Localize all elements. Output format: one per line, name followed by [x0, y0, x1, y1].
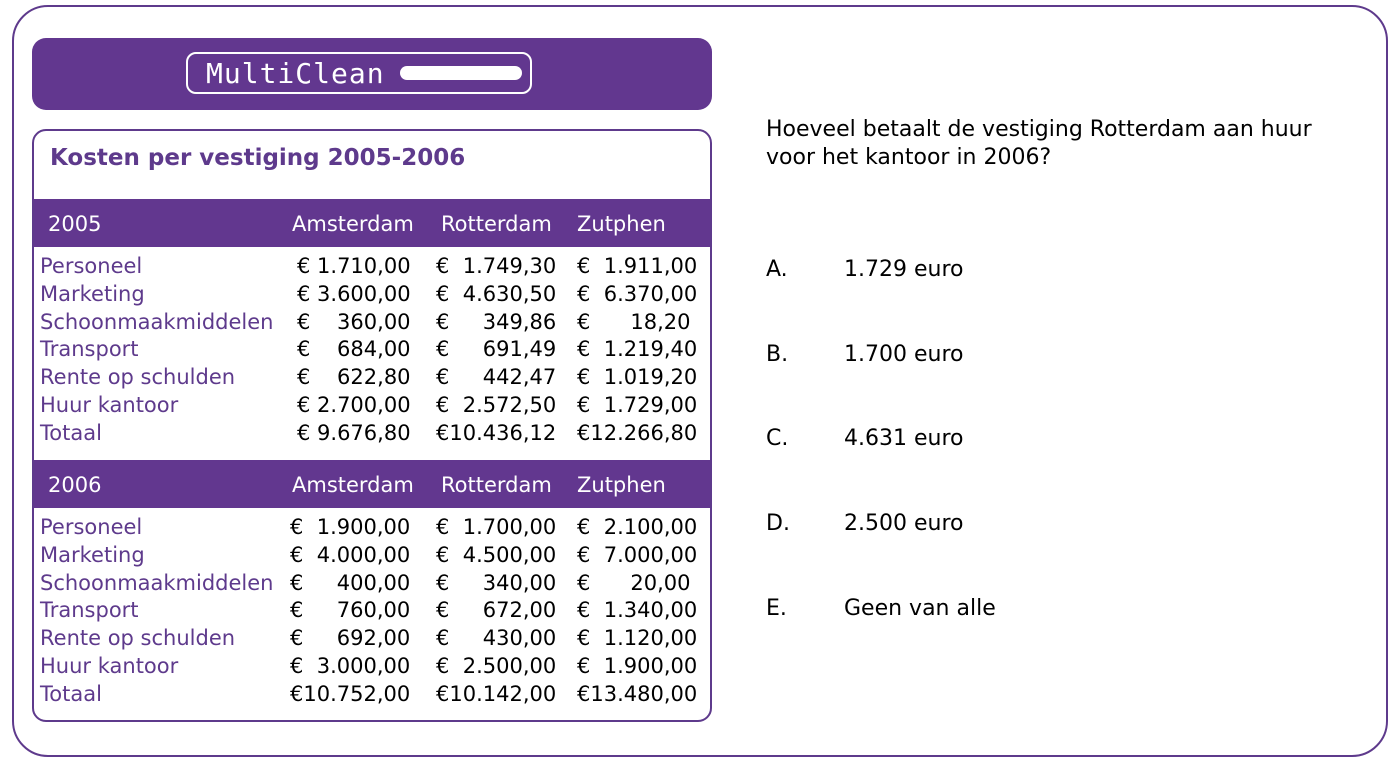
row-label: Schoonmaakmiddelen — [40, 309, 274, 334]
cell-zutphen: € 1.911,00 — [577, 254, 698, 278]
table-row — [34, 542, 710, 570]
cell-zutphen: €13.480,00 — [577, 681, 698, 706]
row-label: Rente op schulden — [40, 626, 236, 651]
option-text: 2.500 euro — [844, 511, 964, 536]
cell-zutphen: € 7.000,00 — [577, 542, 698, 567]
cell-amsterdam: €10.752,00 — [290, 681, 411, 706]
option-text: 1.729 euro — [844, 257, 964, 282]
row-label: Marketing — [40, 542, 145, 567]
rows-2005 — [34, 253, 710, 448]
year-label: 2006 — [48, 473, 102, 497]
cell-amsterdam: € 9.676,80 — [297, 420, 411, 445]
cell-amsterdam: € 684,00 — [297, 337, 411, 362]
cell-rotterdam: € 2.500,00 — [436, 653, 557, 678]
cell-rotterdam: € 4.630,50 — [436, 281, 557, 306]
option-letter: C. — [766, 426, 789, 451]
row-label: Rente op schulden — [40, 365, 236, 390]
table-row — [34, 514, 710, 542]
cell-zutphen: € 1.019,20 — [577, 365, 698, 390]
row-label: Transport — [40, 598, 139, 623]
year-header-2005 — [34, 199, 710, 247]
row-label: Huur kantoor — [40, 653, 179, 678]
table-row — [34, 281, 710, 309]
table-row — [34, 420, 710, 448]
option-letter: B. — [766, 342, 789, 367]
row-label: Totaal — [40, 420, 102, 445]
rows-2006 — [34, 514, 710, 709]
table-row — [34, 597, 710, 625]
column-header-zutphen: Zutphen — [577, 212, 666, 236]
cell-zutphen: €12.266,80 — [577, 420, 698, 445]
year-header-2006 — [34, 460, 710, 508]
table-row — [34, 364, 710, 392]
table-title: Kosten per vestiging 2005-2006 — [50, 145, 466, 171]
table-row — [34, 681, 710, 709]
column-header-amsterdam: Amsterdam — [292, 473, 414, 497]
cell-amsterdam: € 692,00 — [290, 626, 411, 651]
cell-rotterdam: €10.436,12 — [436, 420, 557, 445]
cell-zutphen: € 1.900,00 — [577, 653, 698, 678]
row-label: Personeel — [40, 254, 143, 278]
cell-amsterdam: € 2.700,00 — [297, 392, 411, 417]
row-label: Personeel — [40, 515, 143, 539]
cell-rotterdam: € 1.700,00 — [436, 515, 557, 539]
year-label: 2005 — [48, 212, 102, 236]
cell-rotterdam: € 691,49 — [436, 337, 557, 362]
cell-zutphen: € 1.340,00 — [577, 598, 698, 623]
row-label: Schoonmaakmiddelen — [40, 570, 274, 595]
option-text: 1.700 euro — [844, 342, 964, 367]
cell-rotterdam: € 442,47 — [436, 365, 557, 390]
cell-rotterdam: € 2.572,50 — [436, 392, 557, 417]
option-letter: D. — [766, 511, 790, 536]
table-row — [34, 336, 710, 364]
question-text: Hoeveel betaalt de vestiging Rotterdam aan huur voor het kantoor in 2006? — [766, 117, 1312, 170]
logo-banner — [32, 38, 712, 110]
table-row — [34, 570, 710, 598]
column-header-amsterdam: Amsterdam — [292, 212, 414, 236]
table-row — [34, 392, 710, 420]
column-header-rotterdam: Rotterdam — [441, 212, 552, 236]
cost-table-panel — [32, 129, 712, 722]
row-label: Totaal — [40, 681, 102, 706]
cell-rotterdam: € 340,00 — [436, 570, 557, 595]
logo-pill-shape — [400, 66, 522, 80]
cell-zutphen: € 1.219,40 — [577, 337, 698, 362]
option-letter: A. — [766, 257, 788, 282]
row-label: Transport — [40, 337, 139, 362]
table-row — [34, 653, 710, 681]
cell-zutphen: € 2.100,00 — [577, 515, 698, 539]
cell-amsterdam: € 3.600,00 — [297, 281, 411, 306]
option-text: Geen van alle — [844, 596, 996, 621]
option-letter: E. — [766, 596, 787, 621]
cell-zutphen: € 1.120,00 — [577, 626, 698, 651]
cell-rotterdam: €10.142,00 — [436, 681, 557, 706]
cell-zutphen: € 18,20 — [577, 309, 691, 334]
cell-amsterdam: € 400,00 — [290, 570, 411, 595]
cell-rotterdam: € 349,86 — [436, 309, 557, 334]
column-header-zutphen: Zutphen — [577, 473, 666, 497]
cell-zutphen: € 20,00 — [577, 570, 691, 595]
cell-amsterdam: € 622,80 — [297, 365, 411, 390]
row-label: Marketing — [40, 281, 145, 306]
table-row — [34, 625, 710, 653]
cell-zutphen: € 6.370,00 — [577, 281, 698, 306]
option-text: 4.631 euro — [844, 426, 964, 451]
cell-rotterdam: € 1.749,30 — [436, 254, 557, 278]
table-row — [34, 253, 710, 281]
cell-zutphen: € 1.729,00 — [577, 392, 698, 417]
cell-amsterdam: € 1.900,00 — [290, 515, 411, 539]
cell-rotterdam: € 4.500,00 — [436, 542, 557, 567]
column-header-rotterdam: Rotterdam — [441, 473, 552, 497]
row-label: Huur kantoor — [40, 392, 179, 417]
cell-amsterdam: € 1.710,00 — [297, 254, 411, 278]
cell-amsterdam: € 360,00 — [297, 309, 411, 334]
cell-amsterdam: € 3.000,00 — [290, 653, 411, 678]
cell-rotterdam: € 430,00 — [436, 626, 557, 651]
cell-amsterdam: € 4.000,00 — [290, 542, 411, 567]
table-row — [34, 309, 710, 337]
multiclean-logo — [186, 52, 532, 94]
cell-rotterdam: € 672,00 — [436, 598, 557, 623]
logo-text: MultiClean — [206, 57, 385, 90]
cell-amsterdam: € 760,00 — [290, 598, 411, 623]
